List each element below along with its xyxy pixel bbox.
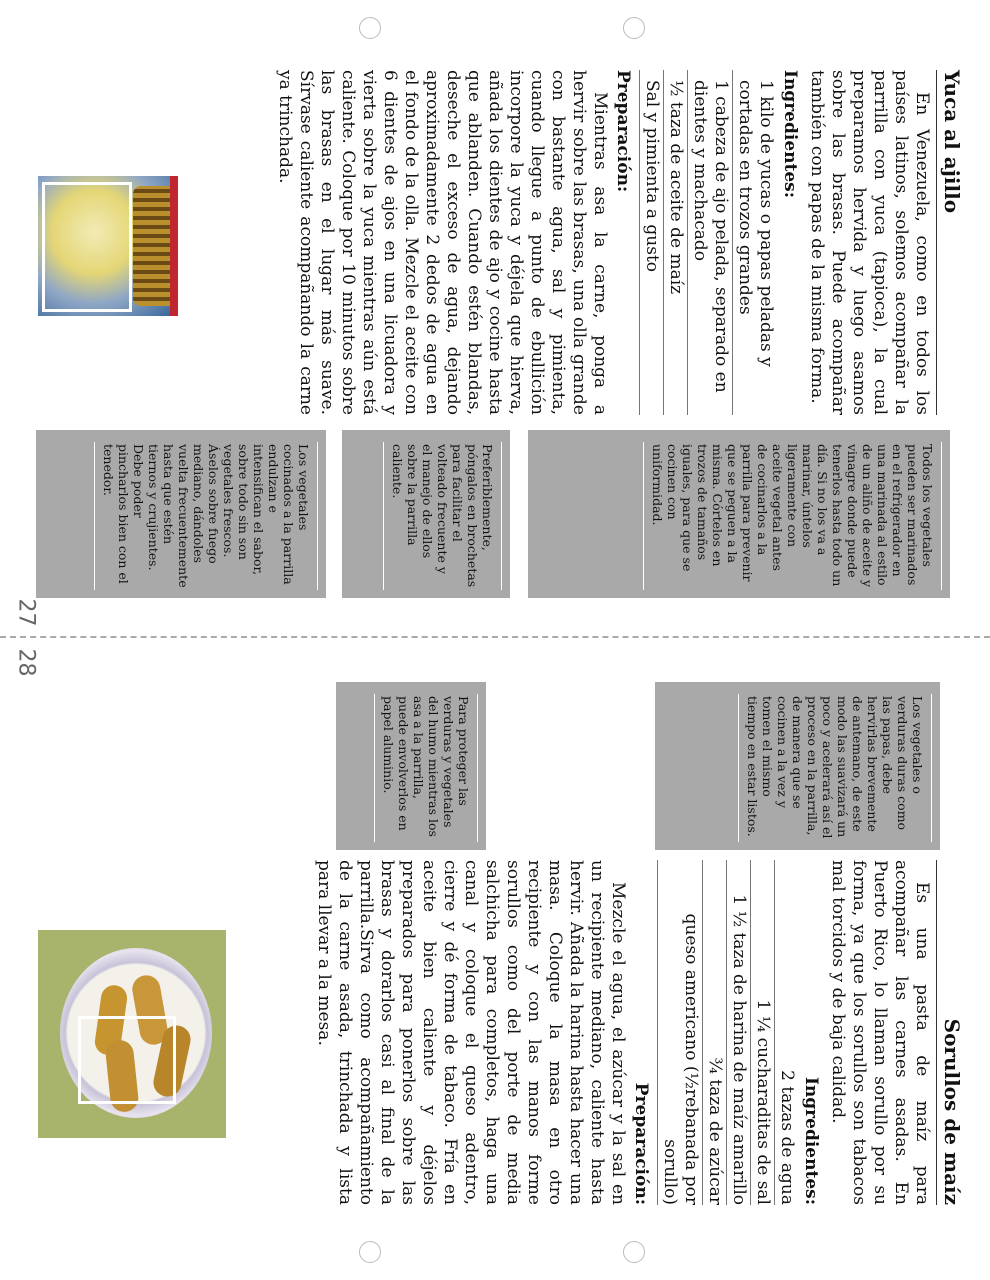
punch-hole-icon <box>359 17 381 39</box>
recipe-sorullos <box>272 860 962 1205</box>
preparation-heading: Preparación: <box>613 70 633 193</box>
page-number-right: 28 <box>13 648 39 677</box>
tip-box <box>336 682 486 850</box>
recipe-yuca <box>202 70 962 415</box>
tip-text: Los vegetales o verduras duras como las papas, debe hervirlas brevemente de antemano, de este modo las suavizará un poco y acelerará así el proceso en la parrilla, de manera que se cocinen a la vez y tomen el mismo tiempo en estar listos. <box>745 696 925 839</box>
tip-text: Todos los vegetales pueden ser marinados en el refrigerador en una marinada al estilo de un aliño de aceite y vinagre donde puede tenerlos hasta todo un día. Si no los va a marinar, úntelos ligeramente con aceite vegetal antes de cocinarlos a la parrilla para prevenir que se peguen a la misma. Córtelos en trozos de tamaños iguales, para que se cocinen con uniformidad. <box>650 444 935 588</box>
ingredient-item: 1 cabeza de ajo pelada, separado en dientes y machacado <box>687 70 732 415</box>
punch-hole-icon <box>623 17 645 39</box>
fold-line <box>0 636 990 638</box>
tip-text: Preferiblemente, póngalos en brochetas para facilitar el volteado frecuente y el manejo de ellos sobre la parrilla caliente. <box>390 444 495 588</box>
ingredient-item: 1 ¼ cucharaditas de sal <box>750 860 774 1205</box>
ingredients-heading: Ingredientes: <box>780 70 800 199</box>
tip-text: Para proteger las verduras y vegetales del humo mientras los asa a la parrilla, puede envolverlos en papel aluminio. <box>381 696 471 837</box>
tip-text: Los vegetales cocinados a la parrilla endulzan e intensifican el sabor, sobre todo sin son vegetales frescos. Áselos sobre fuego mediano, dándoles vuelta frecuentemente hasta que estén tiernos y crujientes. Debe poder pincharlos bien con el tenedor. <box>101 444 311 588</box>
recipe-title: Sorullos de maíz <box>936 860 962 1205</box>
photo-frame <box>42 182 132 312</box>
punch-hole-icon <box>359 1241 381 1263</box>
page-number-left: 27 <box>13 598 39 627</box>
tip-box <box>528 430 950 598</box>
tip-box <box>342 430 510 598</box>
ingredient-item: ¾ taza de azúcar <box>702 860 726 1205</box>
ingredient-item: Sal y pimienta a gusto <box>639 70 663 415</box>
ingredient-item: 1 kilo de yucas o papas peladas y cortadas en trozos grandes <box>732 70 777 415</box>
recipe-preparation: Mezcle el agua, el azúcar y la sal en un recipiente mediano, caliente hasta hervir. Añada la harina hasta hacer una masa. Coloque la masa en otro recipiente y con las manos forme sorullos como del porte de media salchicha para completos, haga una canal y coloque el queso adentro, cierre y dé forma de tabaco. Fría en aceite bien caliente y déjelos preparados para ponerlos sobre las brasas y dorarlos casi al final de la parrilla.Sirva como acompañamiento de la carne asada, trinchada y lista para llevar a la mesa. <box>314 860 628 1205</box>
recipe-intro: Es una pasta de maíz para acompañar las carnes asadas. En Puerto Rico, lo llaman sorullo por su forma, ya que los sorullos son tabacos mal torcidos y de baja calidad. <box>828 860 932 1205</box>
ingredient-item: ½ taza de aceite de maíz <box>663 70 687 415</box>
tip-box <box>36 430 326 598</box>
punch-hole-icon <box>623 1241 645 1263</box>
recipe-preparation: Mientras asa la carne, ponga a hervir sobre las brasas, una olla grande con bastante agua, sal y pimienta, cuando llegue a punto de ebullición incorpore la yuca y déjela que hierva, añada los dientes de ajo y cocine hasta que ablanden. Cuando estén blandas, deseche el exceso de agua, dejando aproximadamente 2 dedos de agua en el fondo de la olla. Mezcle el aceite con 6 dientes de ajos en una licuadora y vierta sobre la yuca mientras aún está caliente. Coloque por 10 minutos sobre las brasas en el lugar más suave. Sírvase caliente acompañando la carne ya trinchada. <box>275 70 610 415</box>
photo-frame <box>78 1016 176 1104</box>
ingredient-item: 2 tazas de agua <box>774 860 798 1205</box>
preparation-heading: Preparación: <box>631 1082 651 1205</box>
ingredient-item: queso americano (½rebanada por sorullo) <box>657 860 702 1205</box>
ingredients-heading: Ingredientes: <box>801 1076 821 1205</box>
tip-box <box>655 682 940 850</box>
recipe-intro: En Venezuela, como en todos los países latinos, solemos acompañar la parrilla con yuca (tapioca), la cual preparamos hervida y luego asamos sobre las brasas. Puede acompañar también con papas de la misma forma. <box>807 70 932 415</box>
recipe-title: Yuca al ajillo <box>936 70 962 415</box>
yuca-photo <box>38 176 178 316</box>
sorullos-photo <box>38 930 226 1138</box>
ingredient-item: 1 ½ taza de harina de maíz amarillo <box>726 860 750 1205</box>
